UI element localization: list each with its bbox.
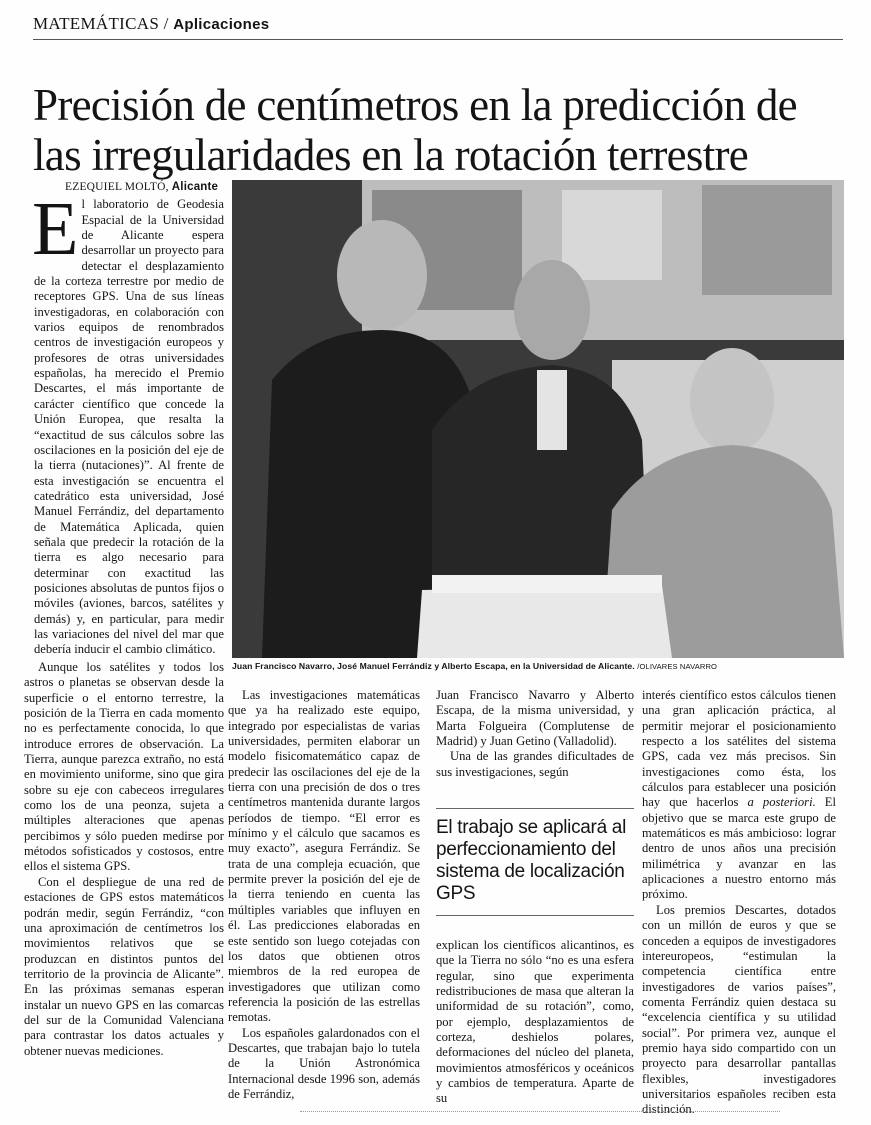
paragraph-part: interés científico estos cálculos tienen una gran aplicación práctica, al permitir mejorar el posicionamiento respecto a los satélites del sistema GPS, cada vez más precisos. Sin investigaciones como ésta, los cálculos para establecer una posición hay que hacerlos — [642, 688, 836, 810]
section-label: MATEMÁTICAS / — [33, 14, 169, 33]
section-header — [33, 14, 733, 34]
paragraph: Los españoles galardonados con el Descartes, que trabajan bajo lo tutela de la Unión Astronómica Internacional desde 1996 son, además de Ferrándiz, — [228, 1025, 420, 1101]
paragraph: Con el despliegue de una red de estaciones de GPS estos matemáticos podrán medir, según Ferrándiz, “con una aproximación de centímetros los movimientos relativos que se produzcan en distintos puntos del territorio de la provincia de Alicante”. En las próximas semanas esperan instalar un nuevo GPS en las comarcas del sur de la Comunidad Valenciana para contrastar los datos actuales y obtener nuevas mediciones. — [24, 874, 224, 1058]
drop-cap: E — [32, 187, 79, 272]
paragraph-part: El objetivo que se marca este grupo de matemáticos es más ambicioso: lograr dentro de unos años una precisión milimétrica y avanzar en las aplicaciones a nuestro entorno más próximo. — [642, 795, 836, 902]
headline-line-2: las irregularidades en la rotación terrestre — [33, 130, 749, 181]
paragraph — [642, 688, 836, 903]
caption-text: Juan Francisco Navarro, José Manuel Ferrándiz y Alberto Escapa, en la Universidad de Alicante. — [232, 661, 635, 671]
column-1 — [34, 180, 224, 658]
paragraph: Las investigaciones matemáticas que ya ha realizado este equipo, integrado por especialistas de varias universidades, permiten elaborar un modelo fisicomatemático capaz de predecir las oscilaciones del eje de la tierra con una precisión de dos o tres centímetros mantenida durante largos períodos de tiempo. “El error es mínimo y el cálculo que sacamos es muy exacto”, asegura Ferrándiz. Se trata de una compleja ecuación, que permite prever la posición del eje de la tierra teniendo en cuenta las múltiples variables que influyen en él. Las predicciones elaboradas en este sentido son luego cotejadas con los datos que obtienen otros miembros de la red europea de investigadores que utilizan como referencia la posición de las estrellas remotas. — [228, 688, 420, 1025]
header-rule — [33, 39, 843, 40]
photo-credit: /OLIVARES NAVARRO — [637, 662, 718, 671]
column-4 — [642, 688, 836, 1118]
paragraph: Juan Francisco Navarro y Alberto Escapa, de la misma universidad, y Marta Folgueira (Complutense de Madrid) y Juan Getino (Valladolid). — [436, 688, 634, 749]
paragraph: Los premios Descartes, dotados con un millón de euros y que se conceden a equipos de investigadores intereuropeos, “estimulan la competencia científica entre investigadores de varios países”, comenta Ferrándiz quien destaca su “excelencia científica y su utilidad social”. Por primera vez, aunque el premio haya sido compartido con un proyecto para desarrollar pantallas flexibles, investigadores universitarios españoles reciben esta distinción. — [642, 902, 836, 1117]
footer-rule — [300, 1111, 780, 1113]
pull-quote — [436, 808, 634, 916]
headline — [33, 80, 853, 180]
column-2 — [228, 688, 420, 1102]
column-3-bottom — [436, 938, 634, 1107]
article-photo — [232, 180, 844, 658]
byline-city: Alicante — [171, 181, 219, 193]
photo-illustration — [232, 180, 844, 658]
photo-caption — [232, 661, 852, 671]
subsection-label: Aplicaciones — [173, 16, 270, 33]
column-1-lower — [24, 660, 224, 1059]
paragraph: Aunque los satélites y todos los astros o planetas se observan desde la superficie o el entorno terrestre, la posición de la Tierra en cada momento no es perfectamente conocida, lo que introduce errores de observación. La Tierra, aunque parezca extraño, no está en movimiento uniforme, sino que gira sobre su eje con cabeceos irregulares como los de una peonza, sujeta a múltiples alteraciones que apenas percibimos y sólo pueden medirse por métodos sofisticados y costosos, entre ellos el sistema GPS. — [24, 660, 224, 874]
paragraph: explican los científicos alicantinos, es que la Tierra no sólo “no es una esfera regular, sino que experimenta redistribuciones de masa que alteran la uniformidad de su rotación”, como, por ejemplo, desplazamientos de corteza, deshielos polares, deformaciones del núcleo del planeta, movimientos atmosféricos y oceánicos y cambios de temperatura. Aparte de su — [436, 938, 634, 1106]
byline-author: EZEQUIEL MOLTÓ, — [65, 181, 169, 193]
pull-quote-text: El trabajo se aplicará al perfeccionamiento del sistema de localización GPS — [436, 817, 626, 904]
headline-line-1: Precisión de centímetros en la predicción de — [33, 80, 797, 131]
paragraph: Una de las grandes dificultades de sus investigaciones, según — [436, 749, 634, 779]
column-3-top — [436, 688, 634, 780]
italic-phrase: a posteriori. — [747, 795, 816, 810]
paragraph: l laboratorio de Geodesia Espacial de la Universidad de Alicante espera desarrollar un proyecto para detectar el desplazamiento de la corteza terrestre por medio de receptores GPS. Una de sus líneas investigadoras, en colaboración con varios equipos de renombrados centros de investigación europeos y profesores de otras universidades españolas, ha merecido el Premio Descartes, el más importante de carácter científico que concede la Unión Europea, que resalta la “exactitud de sus cálculos sobre las oscilaciones en la posición del eje de la tierra (nutaciones)”. Al frente de esta investigación se encuentra el catedrático esta universidad, José Manuel Ferrándiz, del departamento de Matemática Aplicada, quien señala que predecir la rotación de la tierra es algo necesario para determinar con exactitud las posiciones absolutas de puntos fijos o móviles (aviones, barcos, satélites y demás) y, en particular, para medir las variaciones del nivel del mar que debería inducir el cambio climático. — [34, 197, 224, 657]
